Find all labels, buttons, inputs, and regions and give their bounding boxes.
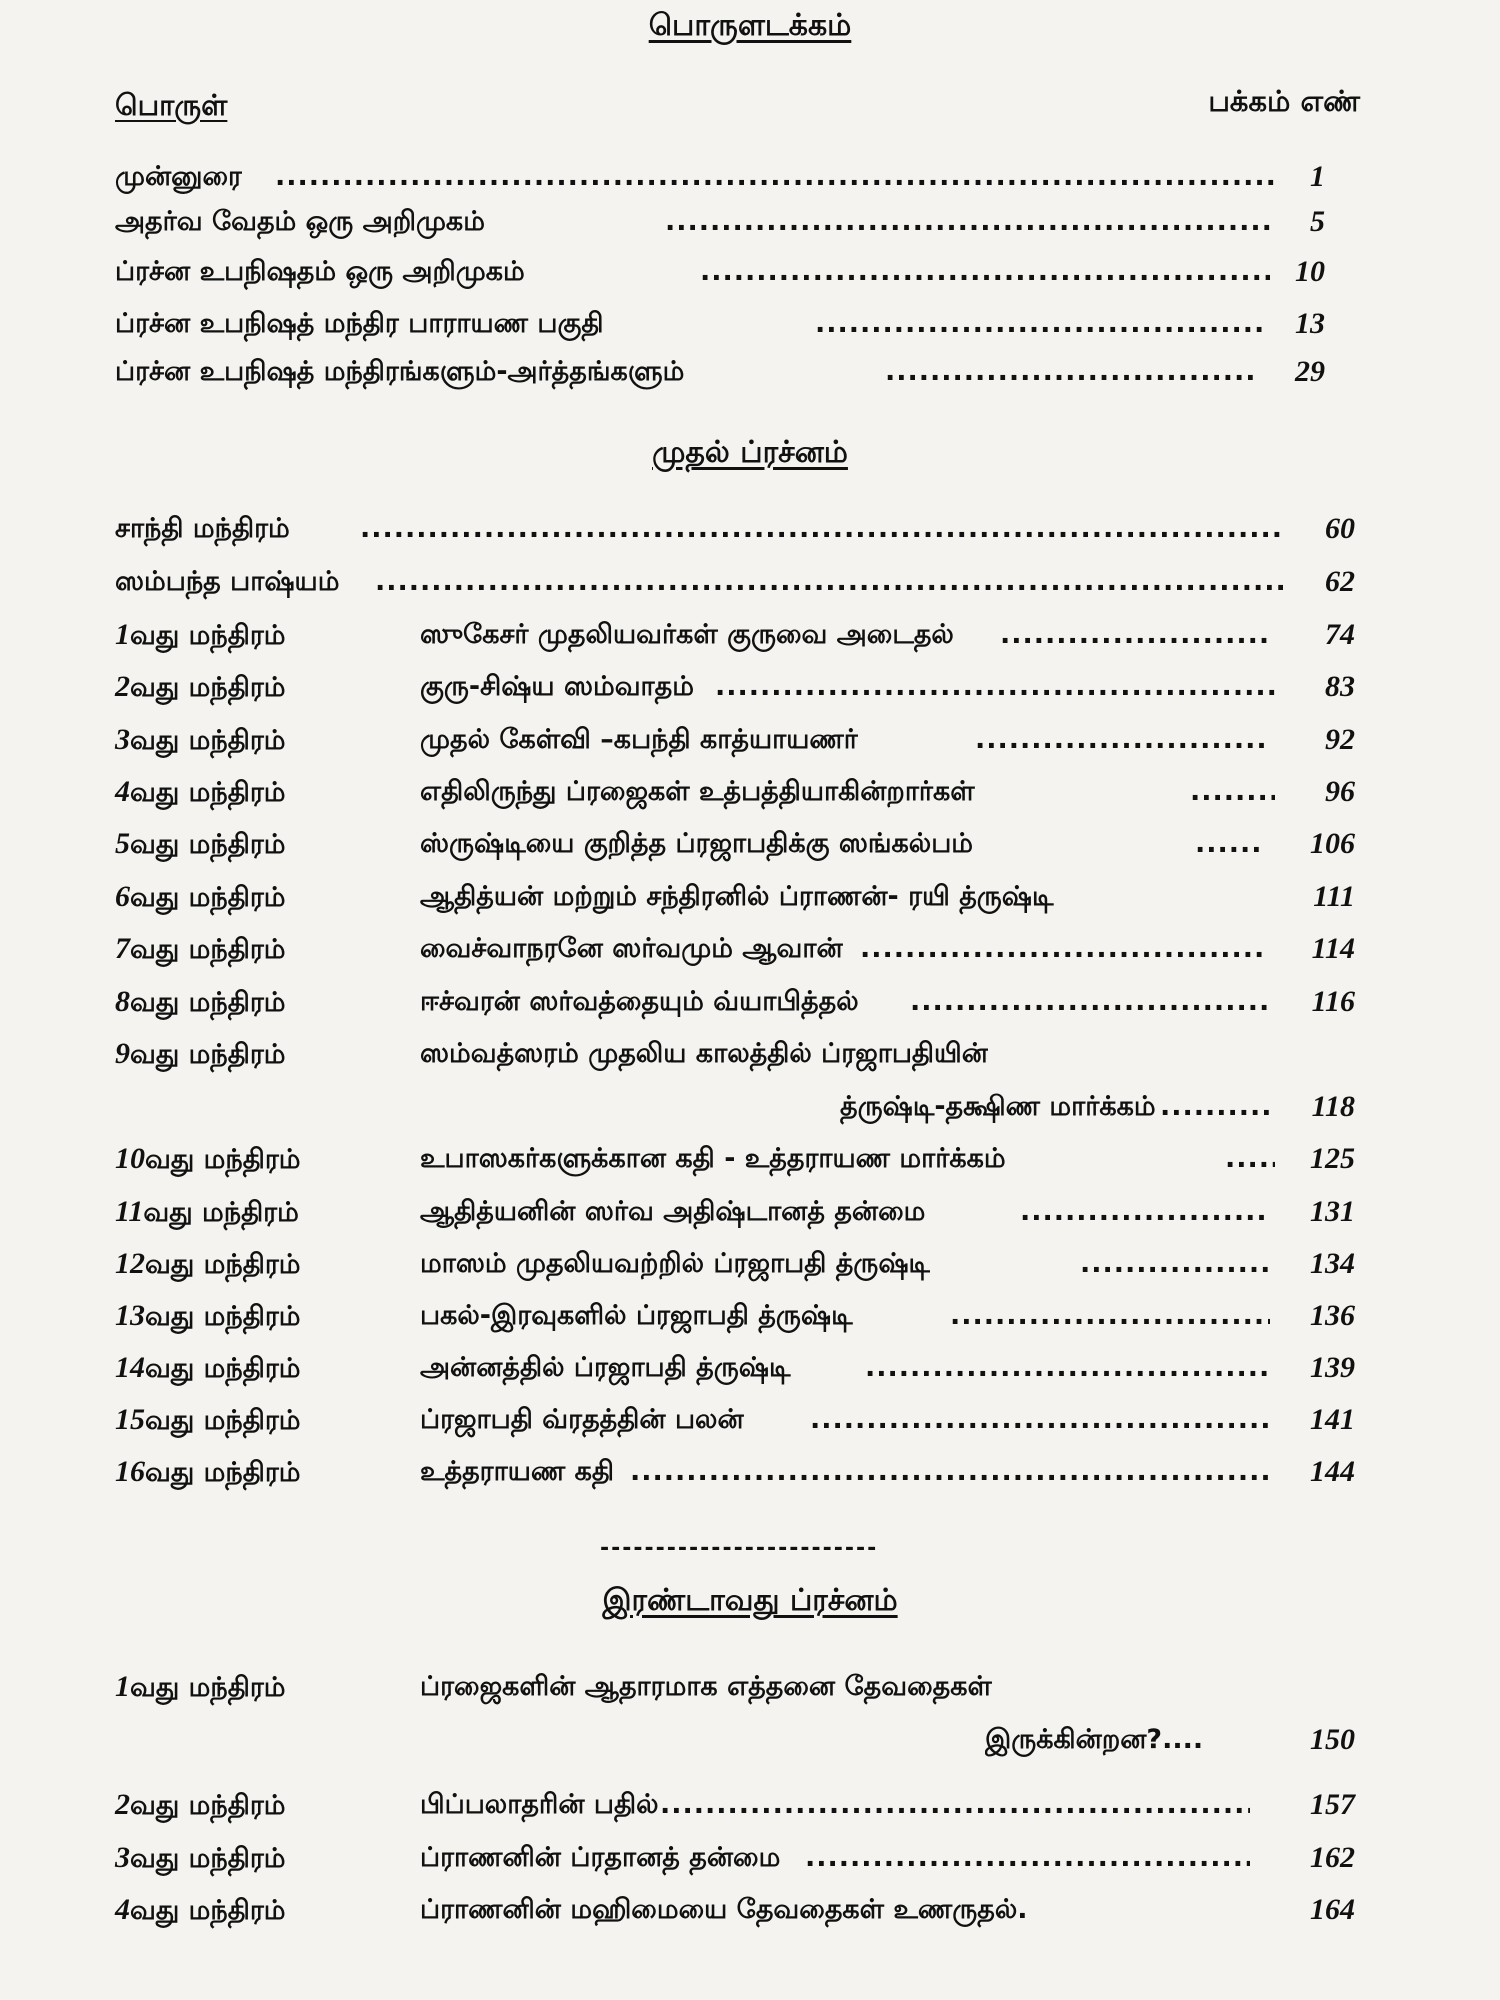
entry-page: 83 <box>1325 670 1355 703</box>
toc-entry <box>115 560 1355 604</box>
dot-leader <box>885 350 1255 394</box>
entry-title: அதர்வ வேதம் ஒரு அறிமுகம் <box>115 206 485 237</box>
mantra-label: 15வது மந்திரம் <box>115 1403 301 1436</box>
entry-title: ப்ரச்ன உபநிஷத் மந்திரங்களும்-அர்த்தங்களும் <box>115 356 685 387</box>
mantra-entry <box>115 1346 1355 1390</box>
column-header-subject: பொருள் <box>115 88 228 122</box>
mantra-label: 4வது மந்திரம் <box>115 1893 286 1926</box>
mantra-entry <box>115 770 1355 814</box>
entry-title: அன்னத்தில் ப்ரஜாபதி த்ருஷ்டி <box>420 1352 791 1383</box>
mantra-label: 3வது மந்திரம் <box>115 723 286 756</box>
toc-entry <box>115 302 1355 346</box>
dot-leader <box>815 302 1265 346</box>
entry-page: 141 <box>1310 1403 1355 1436</box>
entry-page: 92 <box>1325 723 1355 756</box>
entry-page: 96 <box>1325 775 1355 808</box>
entry-title: ப்ரஜாபதி வ்ரதத்தின் பலன் <box>420 1404 744 1435</box>
entry-page: 139 <box>1310 1351 1355 1384</box>
mantra-entry <box>115 875 1355 919</box>
section-heading-second-prashna: இரண்டாவது ப்ரச்னம் <box>602 1583 898 1618</box>
dot-leader <box>1195 822 1265 866</box>
mantra-label: 2வது மந்திரம் <box>115 670 286 703</box>
entry-title: ஆதித்யனின் ஸர்வ அதிஷ்டானத் தன்மை <box>420 1196 926 1227</box>
entry-page: 1 <box>1310 160 1325 193</box>
dot-leader <box>975 718 1270 762</box>
entry-page: 150 <box>1310 1723 1355 1756</box>
dot-leader <box>1000 613 1270 657</box>
dot-leader <box>860 927 1265 971</box>
mantra-entry <box>115 1888 1355 1932</box>
entry-title: ஸம்பந்த பாஷ்யம் <box>115 566 340 597</box>
dot-leader <box>1020 1190 1270 1234</box>
dot-leader <box>630 1450 1270 1494</box>
entry-page: 114 <box>1311 932 1355 965</box>
mantra-entry <box>115 1190 1355 1234</box>
dot-leader <box>950 1294 1270 1338</box>
mantra-entry <box>115 927 1355 971</box>
entry-page: 29 <box>1295 355 1325 388</box>
entry-page: 60 <box>1325 512 1355 545</box>
entry-page: 144 <box>1310 1455 1355 1488</box>
dot-leader <box>715 665 1275 709</box>
entry-title: பகல்-இரவுகளில் ப்ரஜாபதி த்ருஷ்டி <box>420 1300 853 1331</box>
entry-title: வைச்வாநரனே ஸர்வமும் ஆவான் <box>420 933 843 964</box>
mantra-label: 10வது மந்திரம் <box>115 1142 301 1175</box>
entry-page: 136 <box>1310 1299 1355 1332</box>
entry-page: 74 <box>1325 618 1355 651</box>
mantra-entry <box>115 1836 1355 1880</box>
mantra-label: 5வது மந்திரம் <box>115 827 286 860</box>
entry-title: பிப்பலாதரின் பதில் <box>420 1789 659 1820</box>
mantra-entry <box>115 1665 1355 1709</box>
dot-leader <box>1160 1085 1270 1129</box>
entry-page: 10 <box>1295 255 1325 288</box>
entry-page: 157 <box>1310 1788 1355 1821</box>
mantra-label: 9வது மந்திரம் <box>115 1037 286 1070</box>
dot-leader <box>275 155 1275 199</box>
mantra-entry <box>115 822 1355 866</box>
dot-leader <box>1225 1137 1275 1181</box>
entry-page: 134 <box>1310 1247 1355 1280</box>
dot-leader <box>1190 770 1275 814</box>
entry-title: ஆதித்யன் மற்றும் சந்திரனில் ப்ராணன்- ரயி த்ருஷ்டி <box>420 881 1054 912</box>
mantra-entry-continuation <box>115 1718 1355 1762</box>
entry-title: ஸுகேசர் முதலியவர்கள் குருவை அடைதல் <box>420 619 954 650</box>
mantra-label: 6வது மந்திரம் <box>115 880 286 913</box>
entry-page: 125 <box>1310 1142 1355 1175</box>
mantra-entry-continuation <box>115 1085 1355 1129</box>
entry-title: சாந்தி மந்திரம் <box>115 513 290 544</box>
mantra-label: 11வது மந்திரம் <box>115 1195 299 1228</box>
section-divider: ------------------------- <box>600 1536 879 1561</box>
mantra-entry <box>115 1783 1355 1827</box>
entry-title: ப்ரச்ன உபநிஷதம் ஒரு அறிமுகம் <box>115 256 525 287</box>
entry-page: 5 <box>1310 205 1325 238</box>
entry-title: உத்தராயண கதி <box>420 1456 615 1487</box>
mantra-label: 8வது மந்திரம் <box>115 985 286 1018</box>
mantra-label: 4வது மந்திரம் <box>115 775 286 808</box>
entry-page: 116 <box>1311 985 1355 1018</box>
toc-entry <box>115 200 1355 244</box>
mantra-entry <box>115 665 1355 709</box>
entry-page: 106 <box>1310 827 1355 860</box>
mantra-entry <box>115 1398 1355 1442</box>
mantra-label: 12வது மந்திரம் <box>115 1247 301 1280</box>
mantra-label: 1வது மந்திரம் <box>115 618 286 651</box>
page-title: பொருளடக்கம் <box>648 8 852 43</box>
dot-leader <box>810 1398 1270 1442</box>
entry-page: 13 <box>1295 307 1325 340</box>
dot-leader <box>700 250 1270 294</box>
column-header-page-number: பக்கம் எண் <box>1208 84 1360 118</box>
dot-leader <box>865 1346 1270 1390</box>
entry-title: ப்ராணனின் மஹிமையை தேவதைகள் உணருதல். <box>420 1894 1028 1925</box>
mantra-entry <box>115 1450 1355 1494</box>
entry-title: முதல் கேள்வி –கபந்தி காத்யாயணர் <box>420 724 858 755</box>
entry-title: மாஸம் முதலியவற்றில் ப்ரஜாபதி த்ருஷ்டி <box>420 1248 931 1279</box>
entry-page: 131 <box>1310 1195 1355 1228</box>
mantra-label: 16வது மந்திரம் <box>115 1455 301 1488</box>
toc-entry <box>115 507 1355 551</box>
entry-title: ஸ்ருஷ்டியை குறித்த ப்ரஜாபதிக்கு ஸங்கல்பம் <box>420 828 974 859</box>
entry-title-continuation: இருக்கின்றன?.... <box>985 1724 1204 1755</box>
entry-title: குரு-சிஷ்ய ஸம்வாதம் <box>420 671 694 702</box>
entry-title: ப்ரச்ன உபநிஷத் மந்திர பாராயண பகுதி <box>115 308 604 339</box>
entry-page: 162 <box>1310 1841 1355 1874</box>
mantra-label: 14வது மந்திரம் <box>115 1351 301 1384</box>
entry-title: ப்ராணனின் ப்ரதானத் தன்மை <box>420 1842 781 1873</box>
entry-title: ஸம்வத்ஸரம் முதலிய காலத்தில் ப்ரஜாபதியின் <box>420 1038 988 1069</box>
mantra-entry <box>115 1137 1355 1181</box>
entry-title: ஈச்வரன் ஸர்வத்தையும் வ்யாபித்தல் <box>420 986 859 1017</box>
toc-entry <box>115 155 1355 199</box>
mantra-entry <box>115 1294 1355 1338</box>
mantra-label: 2வது மந்திரம் <box>115 1788 286 1821</box>
dot-leader <box>665 200 1275 244</box>
mantra-label: 13வது மந்திரம் <box>115 1299 301 1332</box>
mantra-entry <box>115 718 1355 762</box>
mantra-label: 7வது மந்திரம் <box>115 932 286 965</box>
entry-title: எதிலிருந்து ப்ரஜைகள் உத்பத்தியாகின்றார்கள் <box>420 776 975 807</box>
entry-page: 62 <box>1325 565 1355 598</box>
mantra-entry <box>115 1242 1355 1286</box>
mantra-entry <box>115 980 1355 1024</box>
dot-leader <box>660 1783 1250 1827</box>
dot-leader <box>360 507 1285 551</box>
toc-entry <box>115 250 1355 294</box>
dot-leader <box>805 1836 1250 1880</box>
entry-page: 111 <box>1313 880 1355 913</box>
dot-leader <box>1080 1242 1270 1286</box>
entry-title: முன்னுரை <box>115 161 242 192</box>
entry-title: ப்ரஜைகளின் ஆதாரமாக எத்தனை தேவதைகள் <box>420 1671 992 1702</box>
mantra-entry <box>115 613 1355 657</box>
entry-title-continuation: த்ருஷ்டி-தக்ஷிண மார்க்கம் <box>840 1091 1156 1122</box>
toc-entry <box>115 350 1355 394</box>
dot-leader <box>910 980 1270 1024</box>
mantra-entry <box>115 1032 1355 1076</box>
entry-page: 164 <box>1310 1893 1355 1926</box>
section-heading-first-prashna: முதல் ப்ரச்னம் <box>652 435 848 470</box>
dot-leader <box>375 560 1285 604</box>
entry-page: 118 <box>1311 1090 1355 1123</box>
entry-title: உபாஸகர்களுக்கான கதி - உத்தராயண மார்க்கம் <box>420 1143 1006 1174</box>
mantra-label: 3வது மந்திரம் <box>115 1841 286 1874</box>
mantra-label: 1வது மந்திரம் <box>115 1670 286 1703</box>
